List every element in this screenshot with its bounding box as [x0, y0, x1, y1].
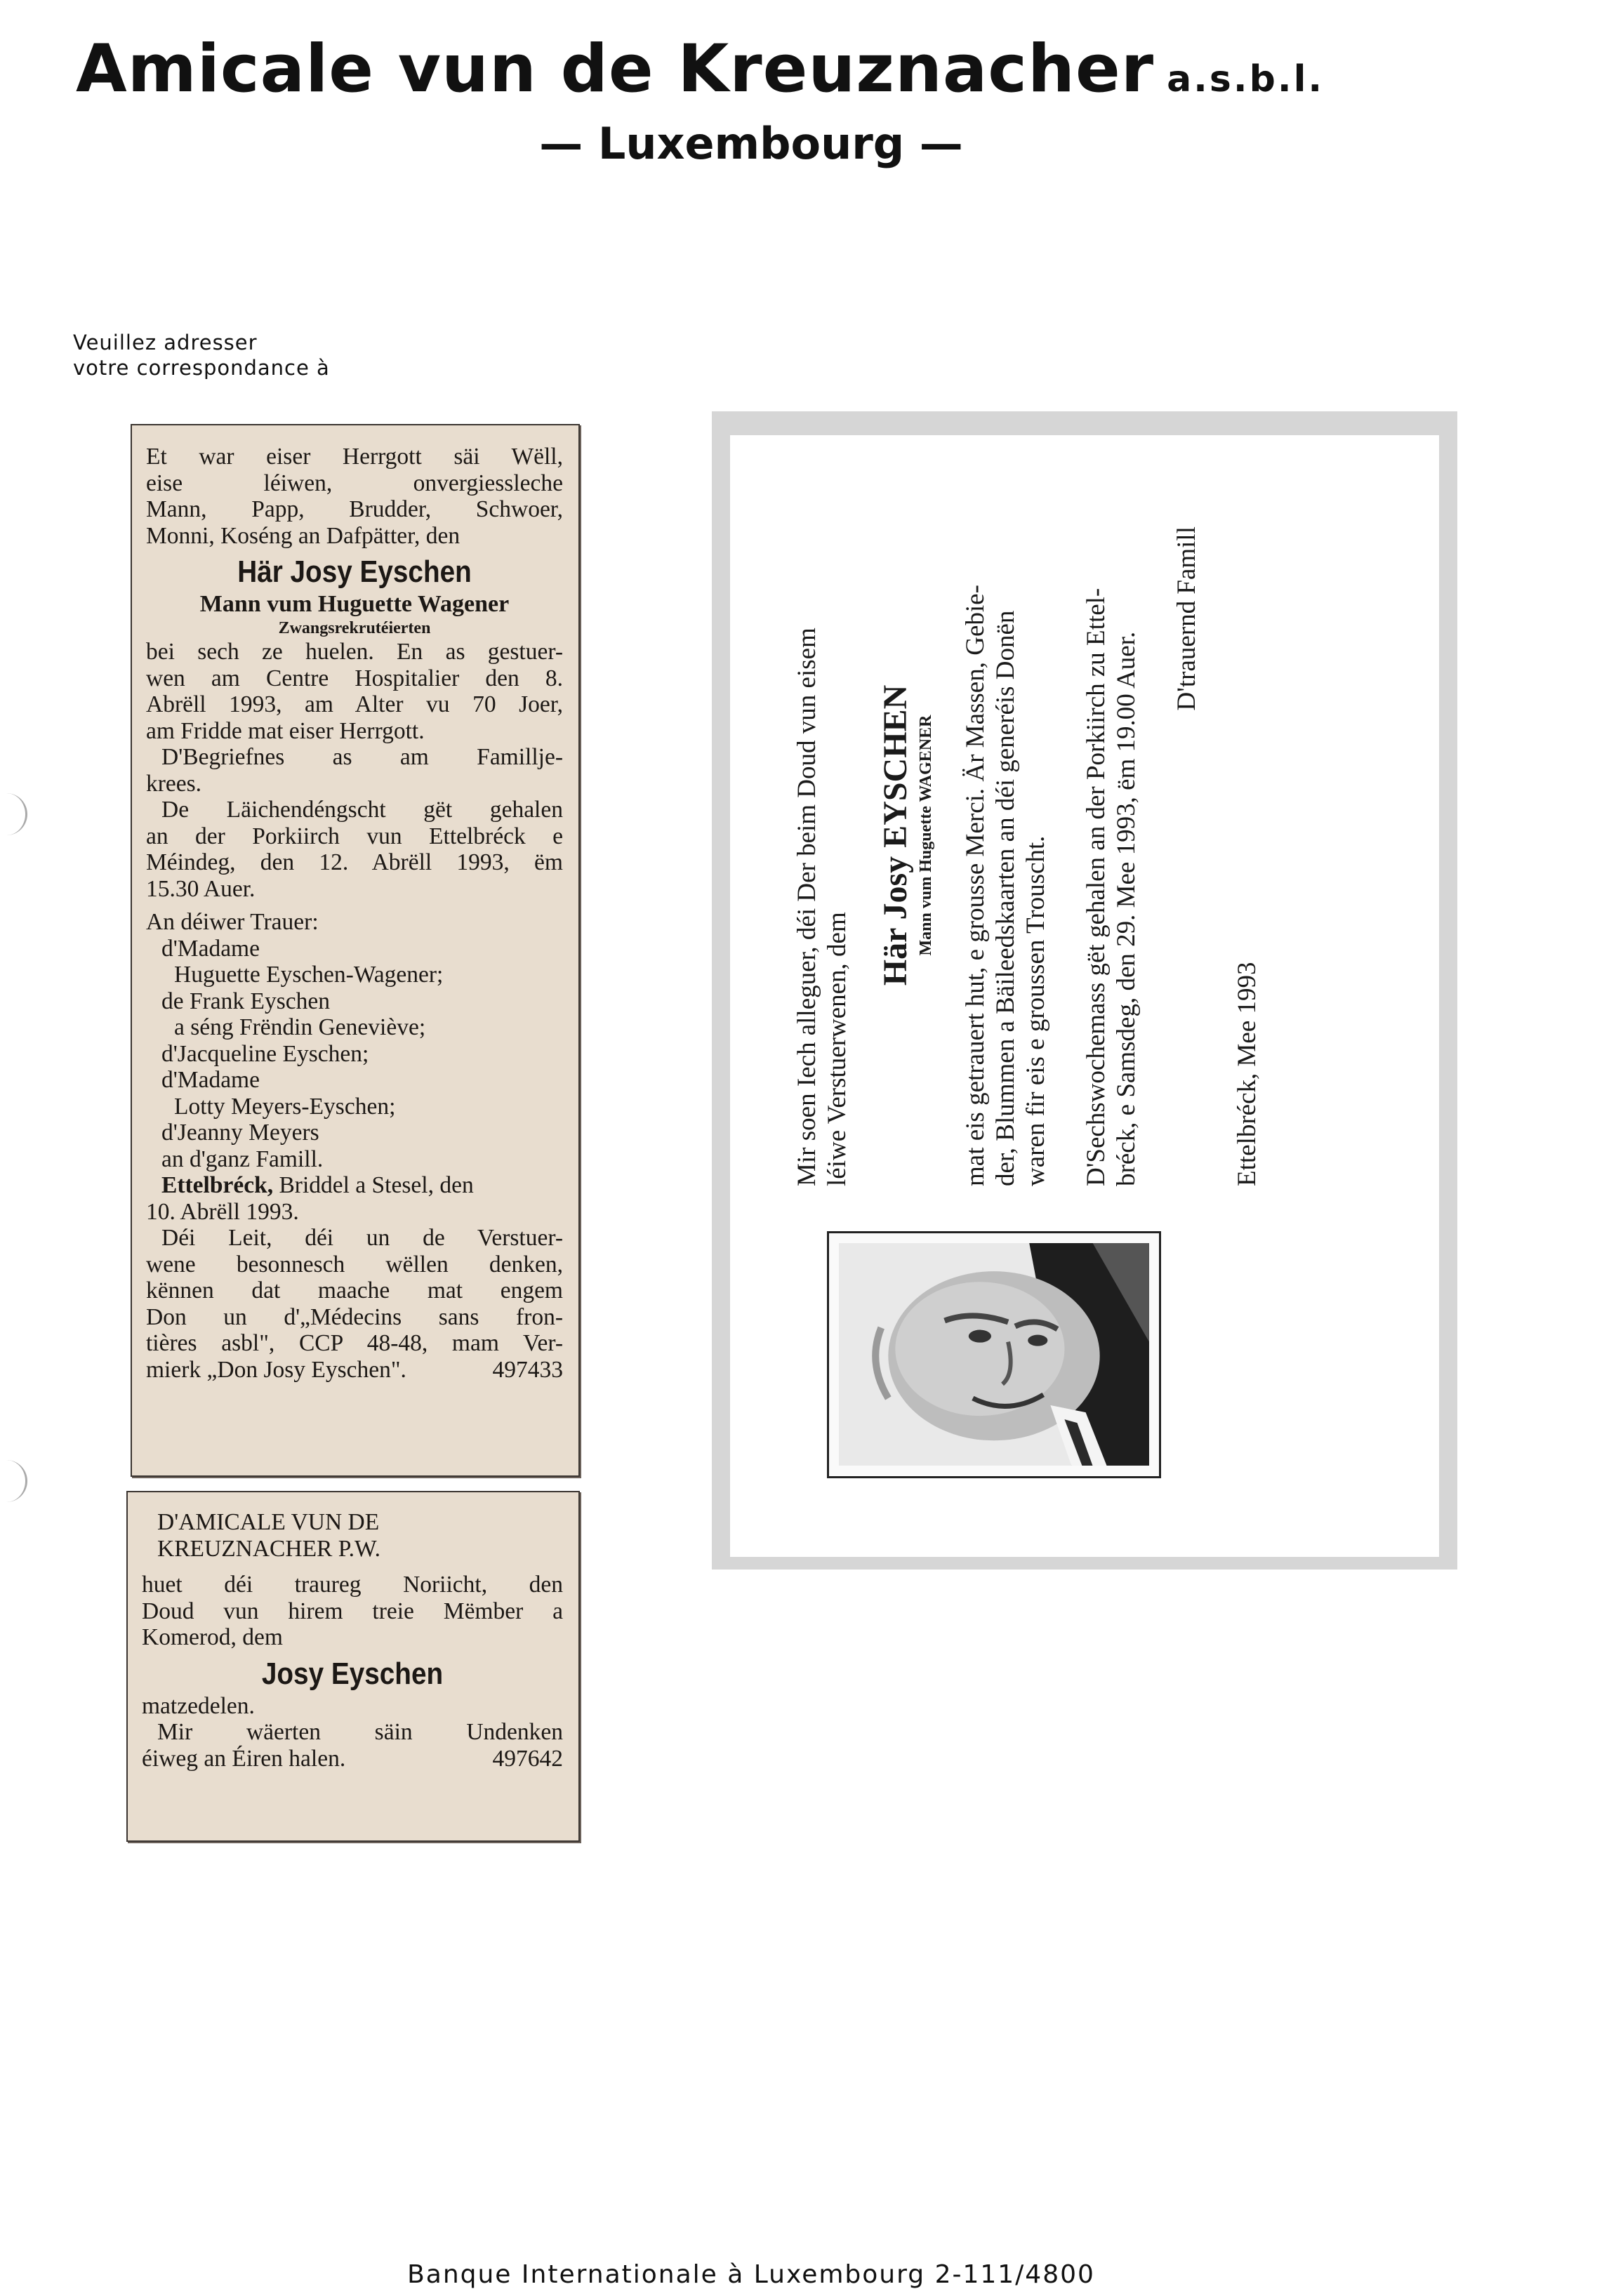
deceased-status: Zwangsrekrutéierten: [278, 619, 431, 637]
organization-title: [76, 31, 1324, 107]
mourner-line: d'Jeanny Meyers: [161, 1120, 319, 1146]
mourner-line: de Frank Eyschen: [161, 988, 331, 1014]
card-line: der, Blummen a Bäileedskaarten an déi generéis Donën: [991, 610, 1020, 1186]
notice-place: [146, 1172, 563, 1199]
address-note-line: Veuillez adresser: [73, 331, 258, 354]
mourner-line: Huguette Eyschen-Wagener;: [174, 962, 444, 988]
notice-line: tières asbl", CCP 48-48, mam Ver-: [146, 1330, 563, 1356]
notice-place-rest: Briddel a Stesel, den: [273, 1172, 474, 1198]
card-line: waren fir eis e groussen Trouscht.: [1021, 835, 1050, 1186]
notice-line: Doud vun hirem treie Mëmber a: [142, 1598, 563, 1624]
death-notice-clipping: [131, 424, 580, 1477]
memorial-card-text: [792, 484, 1494, 1186]
notice-line: bei sech ze huelen. En as gestuer-: [146, 639, 563, 665]
footer-bank-info: Banque Internationale à Luxembourg 2-111/4800: [407, 2260, 1095, 2289]
mourner-line: an d'ganz Famill.: [161, 1146, 324, 1172]
organization-suffix: a.s.b.l.: [1167, 58, 1325, 100]
notice-line: huet déi traureg Noriicht, den: [142, 1572, 563, 1598]
mourner-line: a séng Frëndin Geneviève;: [174, 1014, 426, 1040]
association-heading: KREUZNACHER P.W.: [157, 1535, 380, 1562]
card-deceased-name: Här Josy EYSCHEN: [877, 684, 914, 986]
notice-line: Mann, Papp, Brudder, Schwoer,: [146, 496, 563, 522]
association-notice-clipping: [126, 1491, 580, 1842]
punch-hole-mark: [6, 793, 27, 835]
notice-line: wen am Centre Hospitalier den 8.: [146, 665, 563, 691]
notice-line: Déi Leit, déi un de Verstuer-: [161, 1225, 563, 1251]
association-heading: D'AMICALE VUN DE: [157, 1509, 380, 1535]
mourners-list: [146, 936, 563, 1173]
notice-line: krees.: [146, 770, 202, 797]
notice-line: De Läichendéngscht gët gehalen: [161, 797, 563, 823]
notice-line: Méindeg, den 12. Abrëll 1993, ëm: [146, 849, 563, 875]
notice-line: Et war eiser Herrgott säi Wëll,: [146, 444, 563, 470]
mourner-line: d'Jacqueline Eyschen;: [161, 1040, 369, 1067]
notice-line: am Fridde mat eiser Herrgott.: [146, 717, 425, 744]
card-line: bréck, e Samsdeg, den 29. Mee 1993, ëm 19.00 Auer.: [1112, 631, 1141, 1186]
notice-line: eise léiwen, onvergiesslechе: [146, 470, 563, 496]
notice-line: D'Begriefnes as am Famillje-: [161, 744, 563, 770]
notice-reference-code: 497642: [492, 1745, 563, 1772]
card-place-date: Ettelbréck, Mee 1993: [1233, 962, 1261, 1186]
mourners-intro: An déiwer Trauer:: [146, 909, 319, 935]
notice-line: [142, 1746, 563, 1772]
notice-line-text: mierk „Don Josy Eyschen".: [146, 1356, 406, 1383]
organization-city: — Luxembourg —: [539, 118, 963, 169]
notice-line: an der Porkiirch vun Ettelbréck e: [146, 823, 563, 849]
notice-line: Abrëll 1993, am Alter vu 70 Joer,: [146, 691, 563, 717]
notice-line: 10. Abrëll 1993.: [146, 1198, 299, 1225]
portrait-photo: [839, 1243, 1149, 1466]
member-name: Josy Eyschen: [261, 1656, 444, 1691]
organization-name: Amicale vun de Kreuznacher: [76, 31, 1155, 107]
notice-line: Don un d'„Médecins sans fron-: [146, 1303, 563, 1330]
notice-line: matzedelen.: [142, 1692, 255, 1719]
notice-line: 15.30 Auer.: [146, 875, 256, 902]
portrait-photo-frame: [827, 1231, 1161, 1478]
deceased-husband-of: Mann vum Huguette Wagener: [199, 591, 510, 617]
notice-line: wene besonnesch wëllen denken,: [146, 1251, 563, 1278]
notice-line: Monni, Koséng an Dafpätter, den: [146, 522, 461, 549]
notice-line: [146, 1357, 563, 1383]
notice-line: Komerod, dem: [142, 1624, 283, 1650]
mourner-line: d'Madame: [161, 1067, 260, 1093]
card-deceased-husband-of: Mann vum Huguette WAGENER: [917, 715, 935, 956]
card-line: léiwe Verstuerwenen, dem: [823, 912, 852, 1186]
notice-line: Mir wäerten säin Undenken: [157, 1719, 563, 1745]
deceased-name: Här Josy Eyschen: [237, 555, 472, 589]
notice-line-text: éiweg an Éiren halen.: [142, 1745, 346, 1772]
mourner-line: Lotty Meyers-Eyschen;: [174, 1093, 396, 1120]
notice-line: kënnen dat maache mat engem: [146, 1278, 563, 1303]
punch-hole-mark: [6, 1460, 27, 1502]
card-line: Mir soen Iech alleguer, déi Der beim Doud vun eisem: [793, 628, 821, 1186]
address-note-line: votre correspondance à: [73, 356, 330, 380]
card-line: D'Sechswochemass gët gehalen an der Porkiirch zu Ettel-: [1082, 588, 1111, 1186]
notice-place-town: Ettelbréck,: [161, 1172, 274, 1198]
notice-reference-code: 497433: [492, 1356, 563, 1383]
card-family: D'trauernd Famill: [1172, 526, 1201, 711]
mourner-line: d'Madame: [161, 935, 260, 962]
address-note: [73, 330, 330, 380]
card-line: mat eis getrauert hut, e grousse Merci. Är Massen, Gebie-: [961, 585, 990, 1186]
